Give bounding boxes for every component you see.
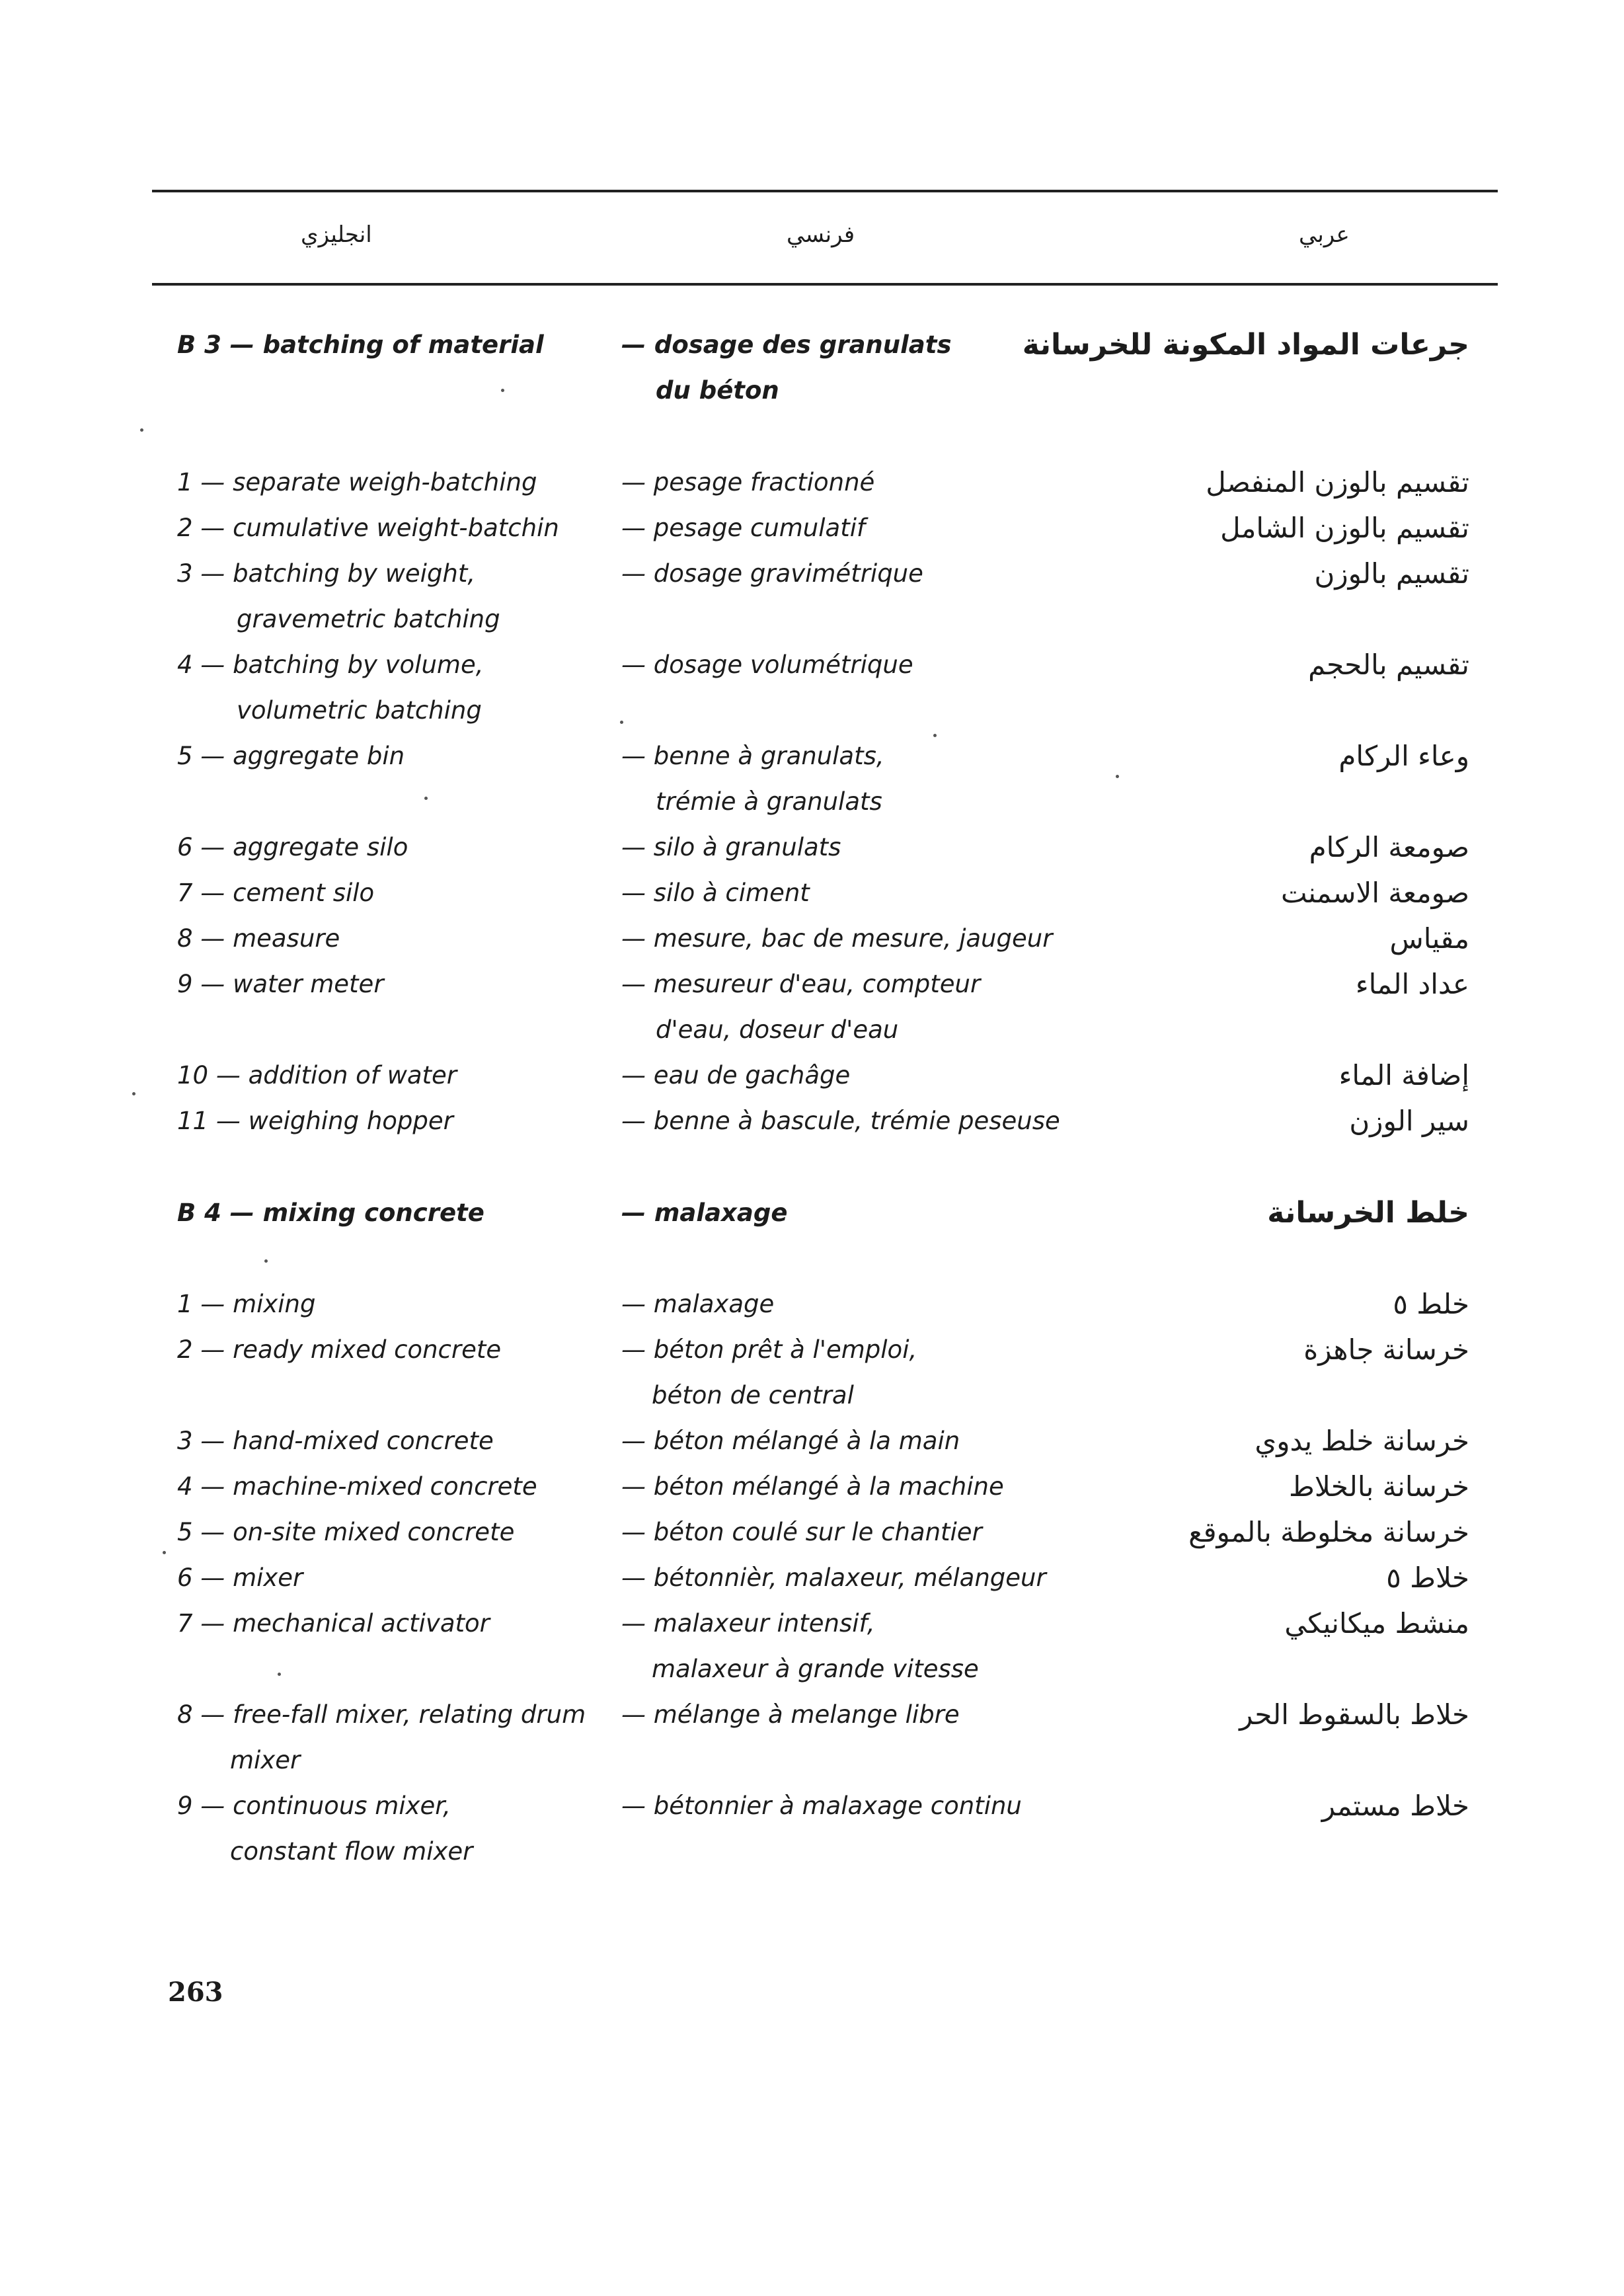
term-french: — béton mélangé à la machine <box>621 1472 1004 1501</box>
term-arabic: خلط الخرسانة <box>1267 1196 1469 1230</box>
term-french: — malaxage <box>621 1290 775 1318</box>
term-arabic: مقياس <box>1389 922 1469 955</box>
term-french: — béton prêt à l'emploi, <box>621 1335 917 1364</box>
term-english: 4 — batching by volume, <box>177 651 484 679</box>
scan-speck <box>132 1092 135 1095</box>
term-arabic: تقسيم بالوزن <box>1314 557 1469 590</box>
term-english: mixer <box>230 1746 301 1774</box>
term-english: 4 — machine-mixed concrete <box>177 1472 537 1501</box>
term-french: — dosage gravimétrique <box>621 559 923 588</box>
term-arabic: خلاط ٥ <box>1386 1562 1469 1594</box>
term-french: — pesage fractionné <box>621 468 875 496</box>
scan-speck <box>264 1259 268 1263</box>
term-english: constant flow mixer <box>230 1837 473 1866</box>
term-french: — dosage volumétrique <box>621 651 913 679</box>
term-english: B 4 — mixing concrete <box>177 1199 484 1227</box>
term-french: — eau de gachâge <box>621 1061 851 1089</box>
term-english: 3 — hand-mixed concrete <box>177 1427 494 1455</box>
term-english: 9 — continuous mixer, <box>177 1792 451 1820</box>
term-english: B 3 — batching of material <box>177 331 544 359</box>
top-rule <box>152 190 1498 192</box>
term-french: — silo à granulats <box>621 833 841 861</box>
term-english: 8 — measure <box>177 924 340 953</box>
term-english: volumetric batching <box>237 696 482 725</box>
term-french: — dosage des granulats <box>621 331 952 359</box>
term-french: béton de central <box>652 1381 854 1409</box>
term-french: d'eau, doseur d'eau <box>656 1015 899 1044</box>
term-english: 1 — mixing <box>177 1290 316 1318</box>
term-arabic: خرسانة بالخلاط <box>1289 1470 1469 1503</box>
term-arabic: خلاط بالسقوط الحر <box>1239 1698 1469 1731</box>
term-french: du béton <box>656 376 779 405</box>
term-french: — benne à granulats, <box>621 742 884 770</box>
term-english: 8 — free-fall mixer, relating drum <box>177 1700 586 1729</box>
term-english: 7 — mechanical activator <box>177 1609 490 1638</box>
term-french: — silo à ciment <box>621 879 810 907</box>
term-french: — béton mélangé à la main <box>621 1427 960 1455</box>
term-arabic: خرسانة خلط يدوي <box>1255 1425 1469 1457</box>
term-arabic: صومعة الاسمنت <box>1281 877 1469 909</box>
page-number: 263 <box>168 1977 223 2008</box>
term-arabic: إضافة الماء <box>1338 1059 1469 1091</box>
scan-speck <box>933 734 937 737</box>
term-arabic: خرسانة مخلوطة بالموقع <box>1188 1516 1469 1548</box>
term-arabic: خرسانة جاهزة <box>1303 1333 1469 1366</box>
column-header-arabic: عربي <box>1299 221 1350 248</box>
term-french: — béton coulé sur le chantier <box>621 1518 982 1546</box>
term-arabic: منشط ميكانيكي <box>1284 1607 1469 1640</box>
term-english: 7 — cement silo <box>177 879 375 907</box>
column-header-english: انجليزي <box>301 221 372 248</box>
term-french: — pesage cumulatif <box>621 514 866 542</box>
term-french: — mélange à melange libre <box>621 1700 960 1729</box>
term-french: — mesure, bac de mesure, jaugeur <box>621 924 1053 953</box>
term-french: — mesureur d'eau, compteur <box>621 970 981 998</box>
term-english: 10 — addition of water <box>177 1061 457 1089</box>
term-english: 5 — on-site mixed concrete <box>177 1518 515 1546</box>
header-rule <box>152 283 1498 286</box>
term-arabic: تقسيم بالوزن الشامل <box>1220 512 1469 544</box>
scan-speck <box>140 428 143 432</box>
term-arabic: وعاء الركام <box>1338 740 1469 772</box>
term-french: trémie à granulats <box>656 787 882 816</box>
scan-speck <box>163 1551 166 1554</box>
scan-speck <box>278 1673 281 1676</box>
scan-speck <box>424 797 428 800</box>
term-english: 2 — ready mixed concrete <box>177 1335 502 1364</box>
term-french: — bétonnièr, malaxeur, mélangeur <box>621 1564 1046 1592</box>
term-french: — malaxeur intensif, <box>621 1609 875 1638</box>
term-arabic: خلط ٥ <box>1393 1288 1469 1320</box>
scan-speck <box>1116 775 1119 778</box>
term-english: 9 — water meter <box>177 970 384 998</box>
term-english: 5 — aggregate bin <box>177 742 405 770</box>
term-english: 11 — weighing hopper <box>177 1107 453 1135</box>
column-header-french: فرنسي <box>787 221 855 248</box>
term-arabic: تقسيم بالحجم <box>1308 649 1469 681</box>
term-english: 2 — cumulative weight-batchin <box>177 514 559 542</box>
term-arabic: سير الوزن <box>1349 1105 1469 1137</box>
term-arabic: تقسيم بالوزن المنفصل <box>1206 466 1469 498</box>
term-arabic: عداد الماء <box>1355 968 1469 1000</box>
scan-speck <box>501 389 504 392</box>
term-french: — malaxage <box>621 1199 788 1227</box>
term-french: malaxeur à grande vitesse <box>652 1655 979 1683</box>
term-french: — bétonnier à malaxage continu <box>621 1792 1022 1820</box>
term-arabic: جرعات المواد المكونة للخرسانة <box>1022 328 1469 362</box>
scan-speck <box>620 721 623 724</box>
term-english: 3 — batching by weight, <box>177 559 476 588</box>
term-english: 1 — separate weigh-batching <box>177 468 537 496</box>
term-english: 6 — aggregate silo <box>177 833 408 861</box>
term-arabic: صومعة الركام <box>1309 831 1469 863</box>
term-arabic: خلاط مستمر <box>1321 1790 1469 1822</box>
term-french: — benne à bascule, trémie peseuse <box>621 1107 1060 1135</box>
term-english: 6 — mixer <box>177 1564 303 1592</box>
term-english: gravemetric batching <box>237 605 500 633</box>
